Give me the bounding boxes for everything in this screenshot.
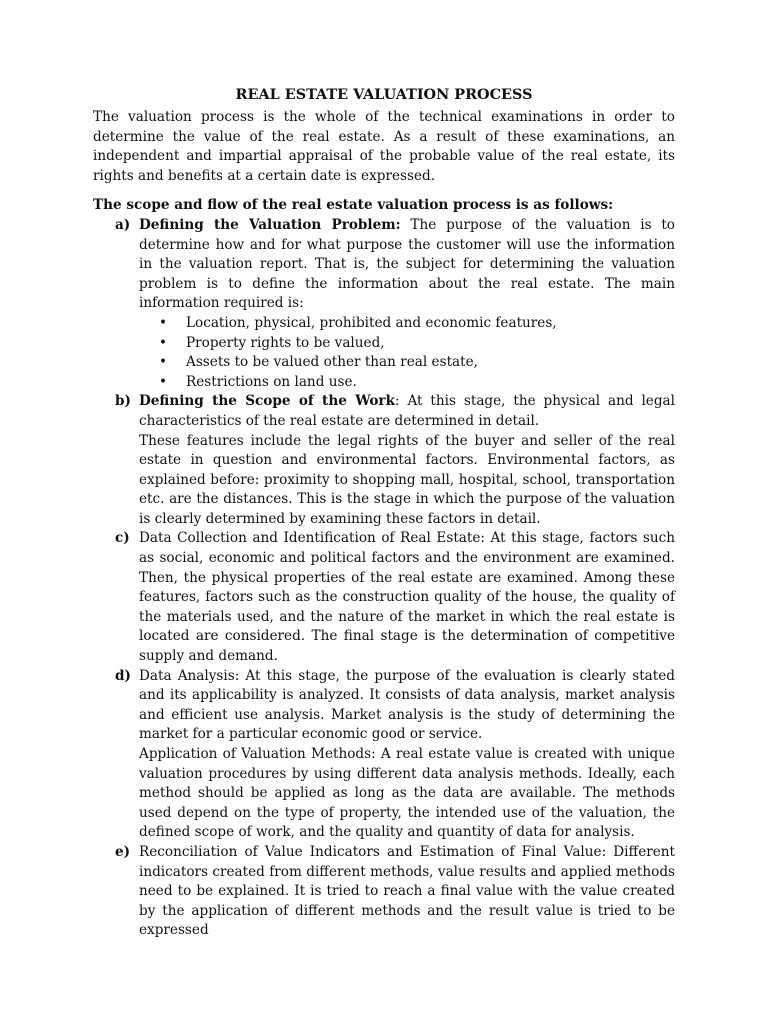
- step-e-text: Reconciliation of Value Indicators and Estimation of Final Value: Different indicators created from different methods, value results and applied methods need to be explained. It is tried to reach a final value with the value created by the application of different methods and the result value is tried to be expressed: [139, 843, 675, 939]
- process-steps-list: [93, 216, 675, 941]
- step-b-text: : At this stage, the physical and legal characteristics of the real estate are determined in detail.: [139, 393, 675, 429]
- step-d-text: Data Analysis: At this stage, the purpose of the evaluation is clearly stated and its applicability is analyzed. It consists of data analysis, market analysis and efficient use analysis. Market analysis is the study of determining the market for a particular economic good or service.: [139, 667, 675, 743]
- bullet-item: • Assets to be valued other than real estate,: [139, 353, 675, 373]
- scope-heading: The scope and flow of the real estate valuation process is as follows:: [93, 197, 614, 214]
- step-e-marker: e): [115, 843, 131, 860]
- step-a: [93, 216, 675, 392]
- step-c-marker: c): [115, 530, 130, 547]
- step-b-heading: Defining the Scope of the Work: [139, 393, 395, 410]
- bullet-item: • Restrictions on land use.: [139, 373, 675, 393]
- step-e: [93, 843, 675, 941]
- step-b-marker: b): [115, 393, 131, 410]
- step-b: [93, 392, 675, 529]
- step-a-text: The purpose of the valuation is to determine how and for what purpose the customer will use the information in the valuation report. That is, the subject for determining the valuation problem is to define the information about the real estate. The main information required is:: [139, 216, 675, 312]
- step-a-marker: a): [115, 216, 131, 233]
- step-c: [93, 529, 675, 666]
- step-a-bullets: [139, 314, 675, 392]
- step-d-continuation: Application of Valuation Methods: A real estate value is created with unique valuation procedures by using different data analysis methods. Ideally, each method should be applied as long as the data are available. The methods used depend on the type of property, the intended use of the valuation, the defined scope of work, and the quality and quantity of data for analysis.: [139, 746, 675, 841]
- bullet-item: • Property rights to be valued,: [139, 334, 675, 354]
- document-title: REAL ESTATE VALUATION PROCESS: [235, 86, 533, 103]
- intro-paragraph: The valuation process is the whole of the technical examinations in order to determine the value of the real estate. As a result of these examinations, an independent and impartial appraisal of the probable value of the real estate, its rights and benefits at a certain date is expressed.: [93, 109, 675, 184]
- step-d: [93, 667, 675, 843]
- document-page: [93, 84, 675, 941]
- step-a-heading: Defining the Valuation Problem:: [139, 216, 401, 233]
- step-d-marker: d): [115, 667, 131, 684]
- step-c-text: Data Collection and Identification of Real Estate: At this stage, factors such as social, economic and political factors and the environment are examined. Then, the physical properties of the real estate are examined. Among these features, factors such as the construction quality of the house, the quality of the materials used, and the nature of the market in which the real estate is located are considered. The final stage is the determination of competitive supply and demand.: [139, 530, 675, 665]
- step-b-continuation: These features include the legal rights of the buyer and seller of the real estate in question and environmental factors. Environmental factors, as explained before: proximity to shopping mall, hospital, school, transportation etc. are the distances. This is the stage in which the purpose of the valuation is clearly determined by examining these factors in detail.: [139, 432, 675, 527]
- bullet-item: • Location, physical, prohibited and economic features,: [139, 314, 675, 334]
